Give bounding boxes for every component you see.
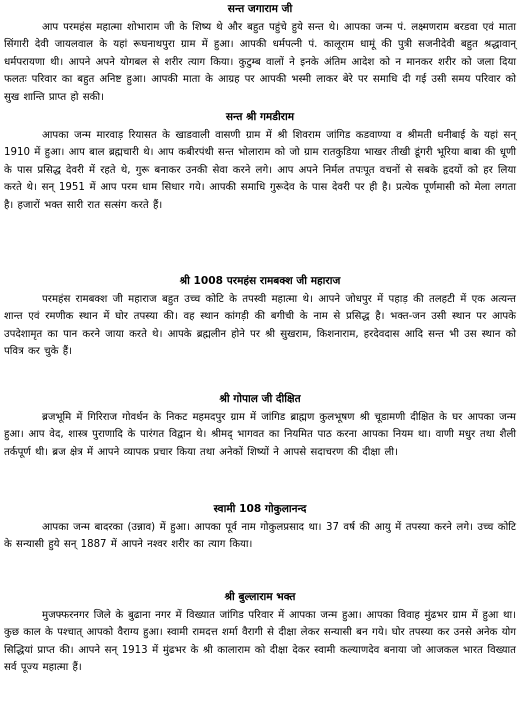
section-body: आप परमहंस महात्मा शोभाराम जी के शिष्य थे और बहुत पहुंचे हुये सन्त थे। आपका जन्म पं. लक्ष्मणराम बरडवा एवं माता सिंगारी देवी जायलवाल के यहां रूघनाथपुरा ग्राम में हुआ। आपकी धर्मपत्नी पं. कालूराम धामूं की पुत्री सजनीदेवी बहुत श्रद्धावान् धर्मपरायणा थी। आपने अपने योगबल से शरीर त्याग किया। कुटुम्ब वालों ने इनके अंतिम आदेश को न मानकर शरीर को जला दिया फलतः परिवार का बहुत अनिष्ट हुआ। आपकी माता के आग्रह पर आपकी भस्मी लाकर बेरे पर समाधि दी गई उसी समय परिवार को सुख शान्ति प्राप्त हो सकी। [4, 22, 516, 103]
section-title: श्री 1008 परमहंस रामबक्श जी महाराज [179, 275, 341, 287]
section-gopal-dikshit [4, 392, 516, 502]
section-title: सन्त जगाराम जी [227, 3, 293, 15]
section-title: सन्त श्री गमडीराम [225, 111, 295, 123]
section-body: ब्रजभूमि में गिरिराज गोवर्धन के निकट महमदपुर ग्राम में जांगिड ब्राह्मण कुलभूषण श्री चूडामणी दीक्षित के घर आपका जन्म हुआ। आप वेद, शास्त्र पुराणादि के पारंगत विद्वान थे। श्रीमद् भागवत का नियमित पाठ करना आपका नियम था। वाणी मधुर तथा शैली तर्कपूर्ण थी। ब्रज क्षेत्र में आपने व्यापक प्रचार किया तथा अनेकों शिष्यों ने आपसे सदाचरण की दीक्षा ली। [4, 412, 516, 458]
section-jagaram [4, 2, 516, 110]
section-body: आपका जन्म मारवाड़ रियासत के खाडवाली वासणी ग्राम में श्री शिवराम जांगिड कडवाण्या व श्रीमती धनीबाई के यहां सन् 1910 में हुआ। आप बाल ब्रह्मचारी थे। आप कबीरपंथी सन्त भोलाराम को जो ग्राम रातकुडिया भाखर तीखी डूंगरी भूरिया बाबा की धूणी के पास प्रसिद्ध देवरी में रहते थे, गुरू बनाकर उनकी सेवा करने लगे। आप अपने निर्मल तपःपूत वचनों से सबके हृदयों को हर लिया करते थे। सन् 1951 में आप परम धाम सिधार गये। आपकी समाधि गुरूदेव के पास देवरी पर ही है। प्रत्येक पूर्णमासी को मेला लगता है। हजारों भक्त सारी रात सत्संग करते हैं। [4, 130, 516, 211]
section-title: स्वामी 108 गोकुलानन्द [213, 503, 307, 515]
section-title: श्री गोपाल जी दीक्षित [219, 393, 301, 405]
section-bullaram [4, 590, 516, 702]
section-rambaksh [4, 274, 516, 392]
section-body: आपका जन्म बादरका (उन्नाव) में हुआ। आपका पूर्व नाम गोकुलप्रसाद था। 37 वर्ष की आयु में तपस्या करने लगे। उच्च कोटि के सन्यासी हुये सन् 1887 में आपने नश्वर शरीर का त्याग किया। [4, 522, 516, 551]
section-title: श्री बुल्लाराम भक्त [224, 591, 296, 603]
section-body: मुजफ्फरनगर जिले के बुढाना नगर में विख्यात जांगिड परिवार में आपका जन्म हुआ। आपका विवाह मुंढभर ग्राम में हुआ था। कुछ काल के पश्चात् आपको वैराग्य हुआ। स्वामी रामदत्त शर्मा वैरागी से दीक्षा लेकर सन्यासी बन गये। घोर तपस्या कर उनसे अनेक योग सिद्धियां प्राप्त की। आपने सन् 1913 में मुंढभर के श्री कालाराम को दीक्षा देकर स्वामी कल्याणदेव बनाया जो आजकल भारत विख्यात सर्व पूज्य महात्मा हैं। [4, 610, 516, 674]
section-body: परमहंस रामबक्श जी महाराज बहुत उच्च कोटि के तपस्वी महात्मा थे। आपने जोधपुर में पहाड़ की तलहटी में एक अत्यन्त शान्त एवं रमणीक स्थान में घोर तपस्या की। वह स्थान कांगड़ी की बगीची के नाम से प्रसिद्ध है। भक्त-जन उसी स्थान पर आपके उपदेशामृत का पान करने जाया करते थे। आपके ब्रह्मलीन होने पर श्री सुखराम, किशनाराम, हरदेवदास आदि सन्त भी उस स्थान को पवित्र कर चुके हैं। [4, 294, 516, 358]
section-gokulanand [4, 502, 516, 590]
section-gamdiram [4, 110, 516, 274]
